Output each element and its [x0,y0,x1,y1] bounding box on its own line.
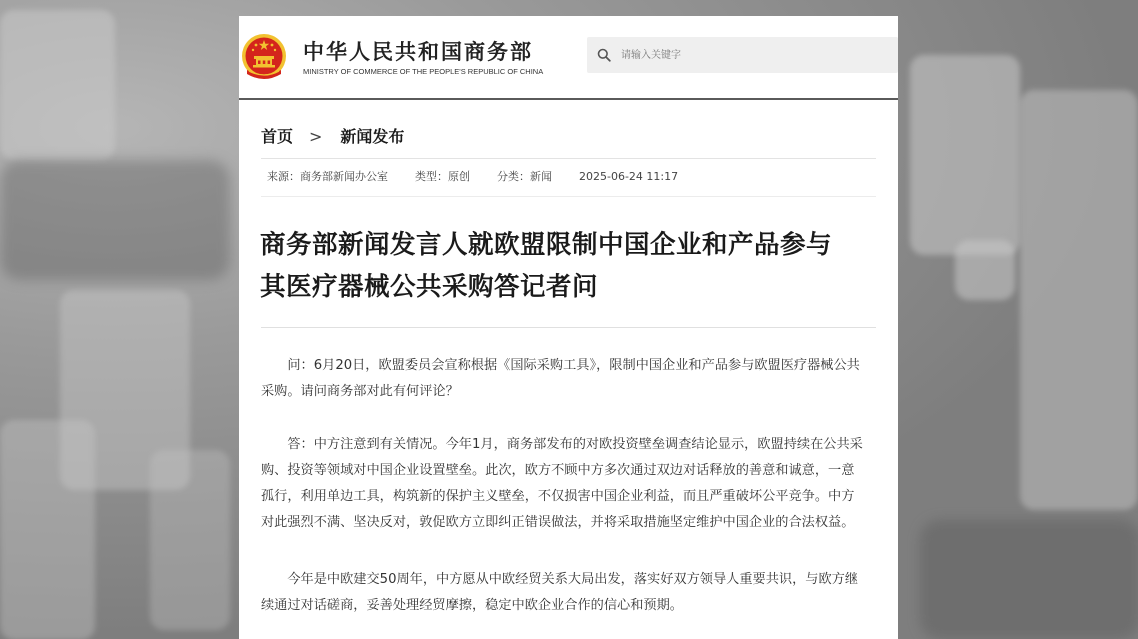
breadcrumb [261,124,404,147]
paragraph-line: 对此强烈不满、坚决反对，敦促欧方立即纠正错误做法，并将采取措施坚定维护中国企业的合法权益。 [261,515,855,530]
background-shape [1020,90,1138,510]
background-shape [910,55,1020,255]
breadcrumb-divider [261,158,876,159]
site-header [239,16,898,98]
article-paragraph-question [261,353,883,405]
article-paragraph-answer [261,432,883,536]
search-box[interactable] [587,37,898,73]
background-shape [150,450,230,630]
site-logo-title[interactable]: 中华人民共和国商务部 [303,39,533,64]
meta-divider [261,196,876,197]
national-emblem-icon[interactable] [241,32,287,82]
paragraph-line: 孤行，利用单边工具，构筑新的保护主义壁垒，不仅损害中国企业利益，而且严重破坏公平竞争。中方 [261,489,855,504]
breadcrumb-current-link[interactable]: 新闻发布 [340,127,405,146]
search-input[interactable] [621,46,881,64]
background-shape [0,420,95,639]
background-shape [955,240,1015,300]
meta-category: 分类：新闻 [497,170,552,183]
article-paragraph-closing [261,567,883,619]
paragraph-line: 今年是中欧建交50周年，中方愿从中欧经贸关系大局出发，落实好双方领导人重要共识，与欧方继 [261,572,859,587]
paragraph-line: 购、投资等领域对中国企业设置壁垒。此次，欧方不顾中方多次通过双边对话释放的善意和诚意，一意 [261,463,855,478]
meta-type: 类型：原创 [415,170,470,183]
paragraph-line: 问：6月20日，欧盟委员会宣称根据《国际采购工具》，限制中国企业和产品参与欧盟医疗器械公共 [261,358,860,373]
article-page [239,16,898,639]
paragraph-line: 采购。请问商务部对此有何评论？ [261,384,459,399]
background-shape [920,520,1138,639]
meta-source: 来源：商务部新闻办公室 [267,170,388,183]
header-divider [239,98,898,100]
background-shape [0,10,115,160]
background-shape [0,160,230,280]
breadcrumb-separator: > [309,127,323,146]
article-title-line: 商务部新闻发言人就欧盟限制中国企业和产品参与 [260,230,833,260]
site-logo-subtitle: MINISTRY OF COMMERCE OF THE PEOPLE'S REPUBLIC OF CHINA [303,67,544,76]
title-divider [261,327,876,328]
article-meta [267,168,678,184]
article-title-line: 其医疗器械公共采购答记者问 [260,272,599,302]
paragraph-line: 答：中方注意到有关情况。今年1月，商务部发布的对欧投资壁垒调查结论显示，欧盟持续在公共采 [261,437,863,452]
breadcrumb-home-link[interactable]: 首页 [261,127,294,146]
search-icon[interactable] [597,48,611,62]
paragraph-line: 续通过对话磋商，妥善处理经贸摩擦，稳定中欧企业合作的信心和预期。 [261,598,683,613]
meta-datetime: 2025-06-24 11:17 [579,170,679,183]
article-title [260,224,880,308]
